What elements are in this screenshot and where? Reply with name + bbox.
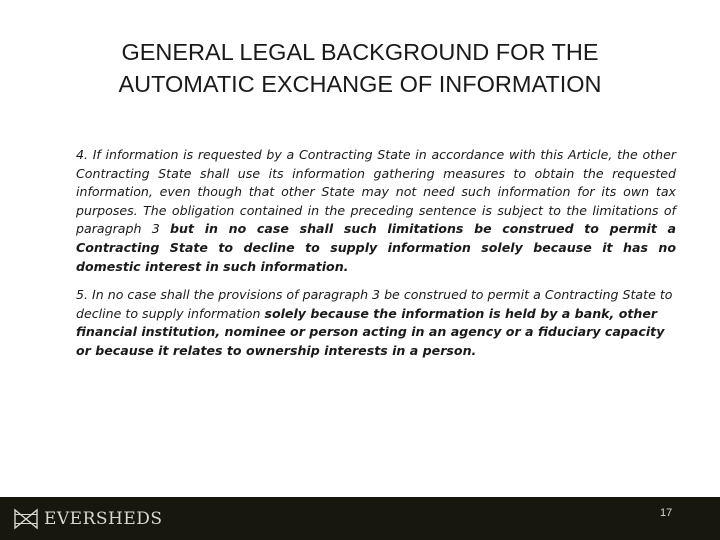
slide-title-line-1: GENERAL LEGAL BACKGROUND FOR THE xyxy=(121,39,599,65)
paragraph-4 xyxy=(76,146,676,276)
eversheds-logo xyxy=(14,507,163,531)
eversheds-logo-icon xyxy=(14,508,38,530)
paragraph-5-plain-text: 5. In no case shall the provisions of paragraph 3 be construed to permit a Contracting State to decline to supply information xyxy=(76,287,673,321)
slide-title-line-2: AUTOMATIC EXCHANGE OF INFORMATION xyxy=(118,71,602,97)
logo-wordmark: EVERSHEDS xyxy=(44,509,163,529)
footer-bar xyxy=(0,497,720,540)
paragraph-4-plain-text: 4. If information is requested by a Contracting State in accordance with this Article, the other Contracting State shall use its information gathering measures to obtain the requested information, even though that other State may not need such information for its own tax purposes. The obligation contained in the preceding sentence is subject to the limitations of paragraph 3 xyxy=(76,147,676,237)
paragraph-4-bold-text: but in no case shall such limitations be construed to permit a Contracting State to decline to supply information solely because it has no domestic interest in such information. xyxy=(76,221,676,274)
paragraph-5 xyxy=(76,286,676,360)
paragraph-5-bold-text: solely because the information is held by a bank, other financial institution, nominee or person acting in an agency or a fiduciary capacity or because it relates to ownership interests in a person. xyxy=(76,305,665,358)
page-number: 17 xyxy=(660,507,673,519)
slide-title xyxy=(40,36,680,100)
